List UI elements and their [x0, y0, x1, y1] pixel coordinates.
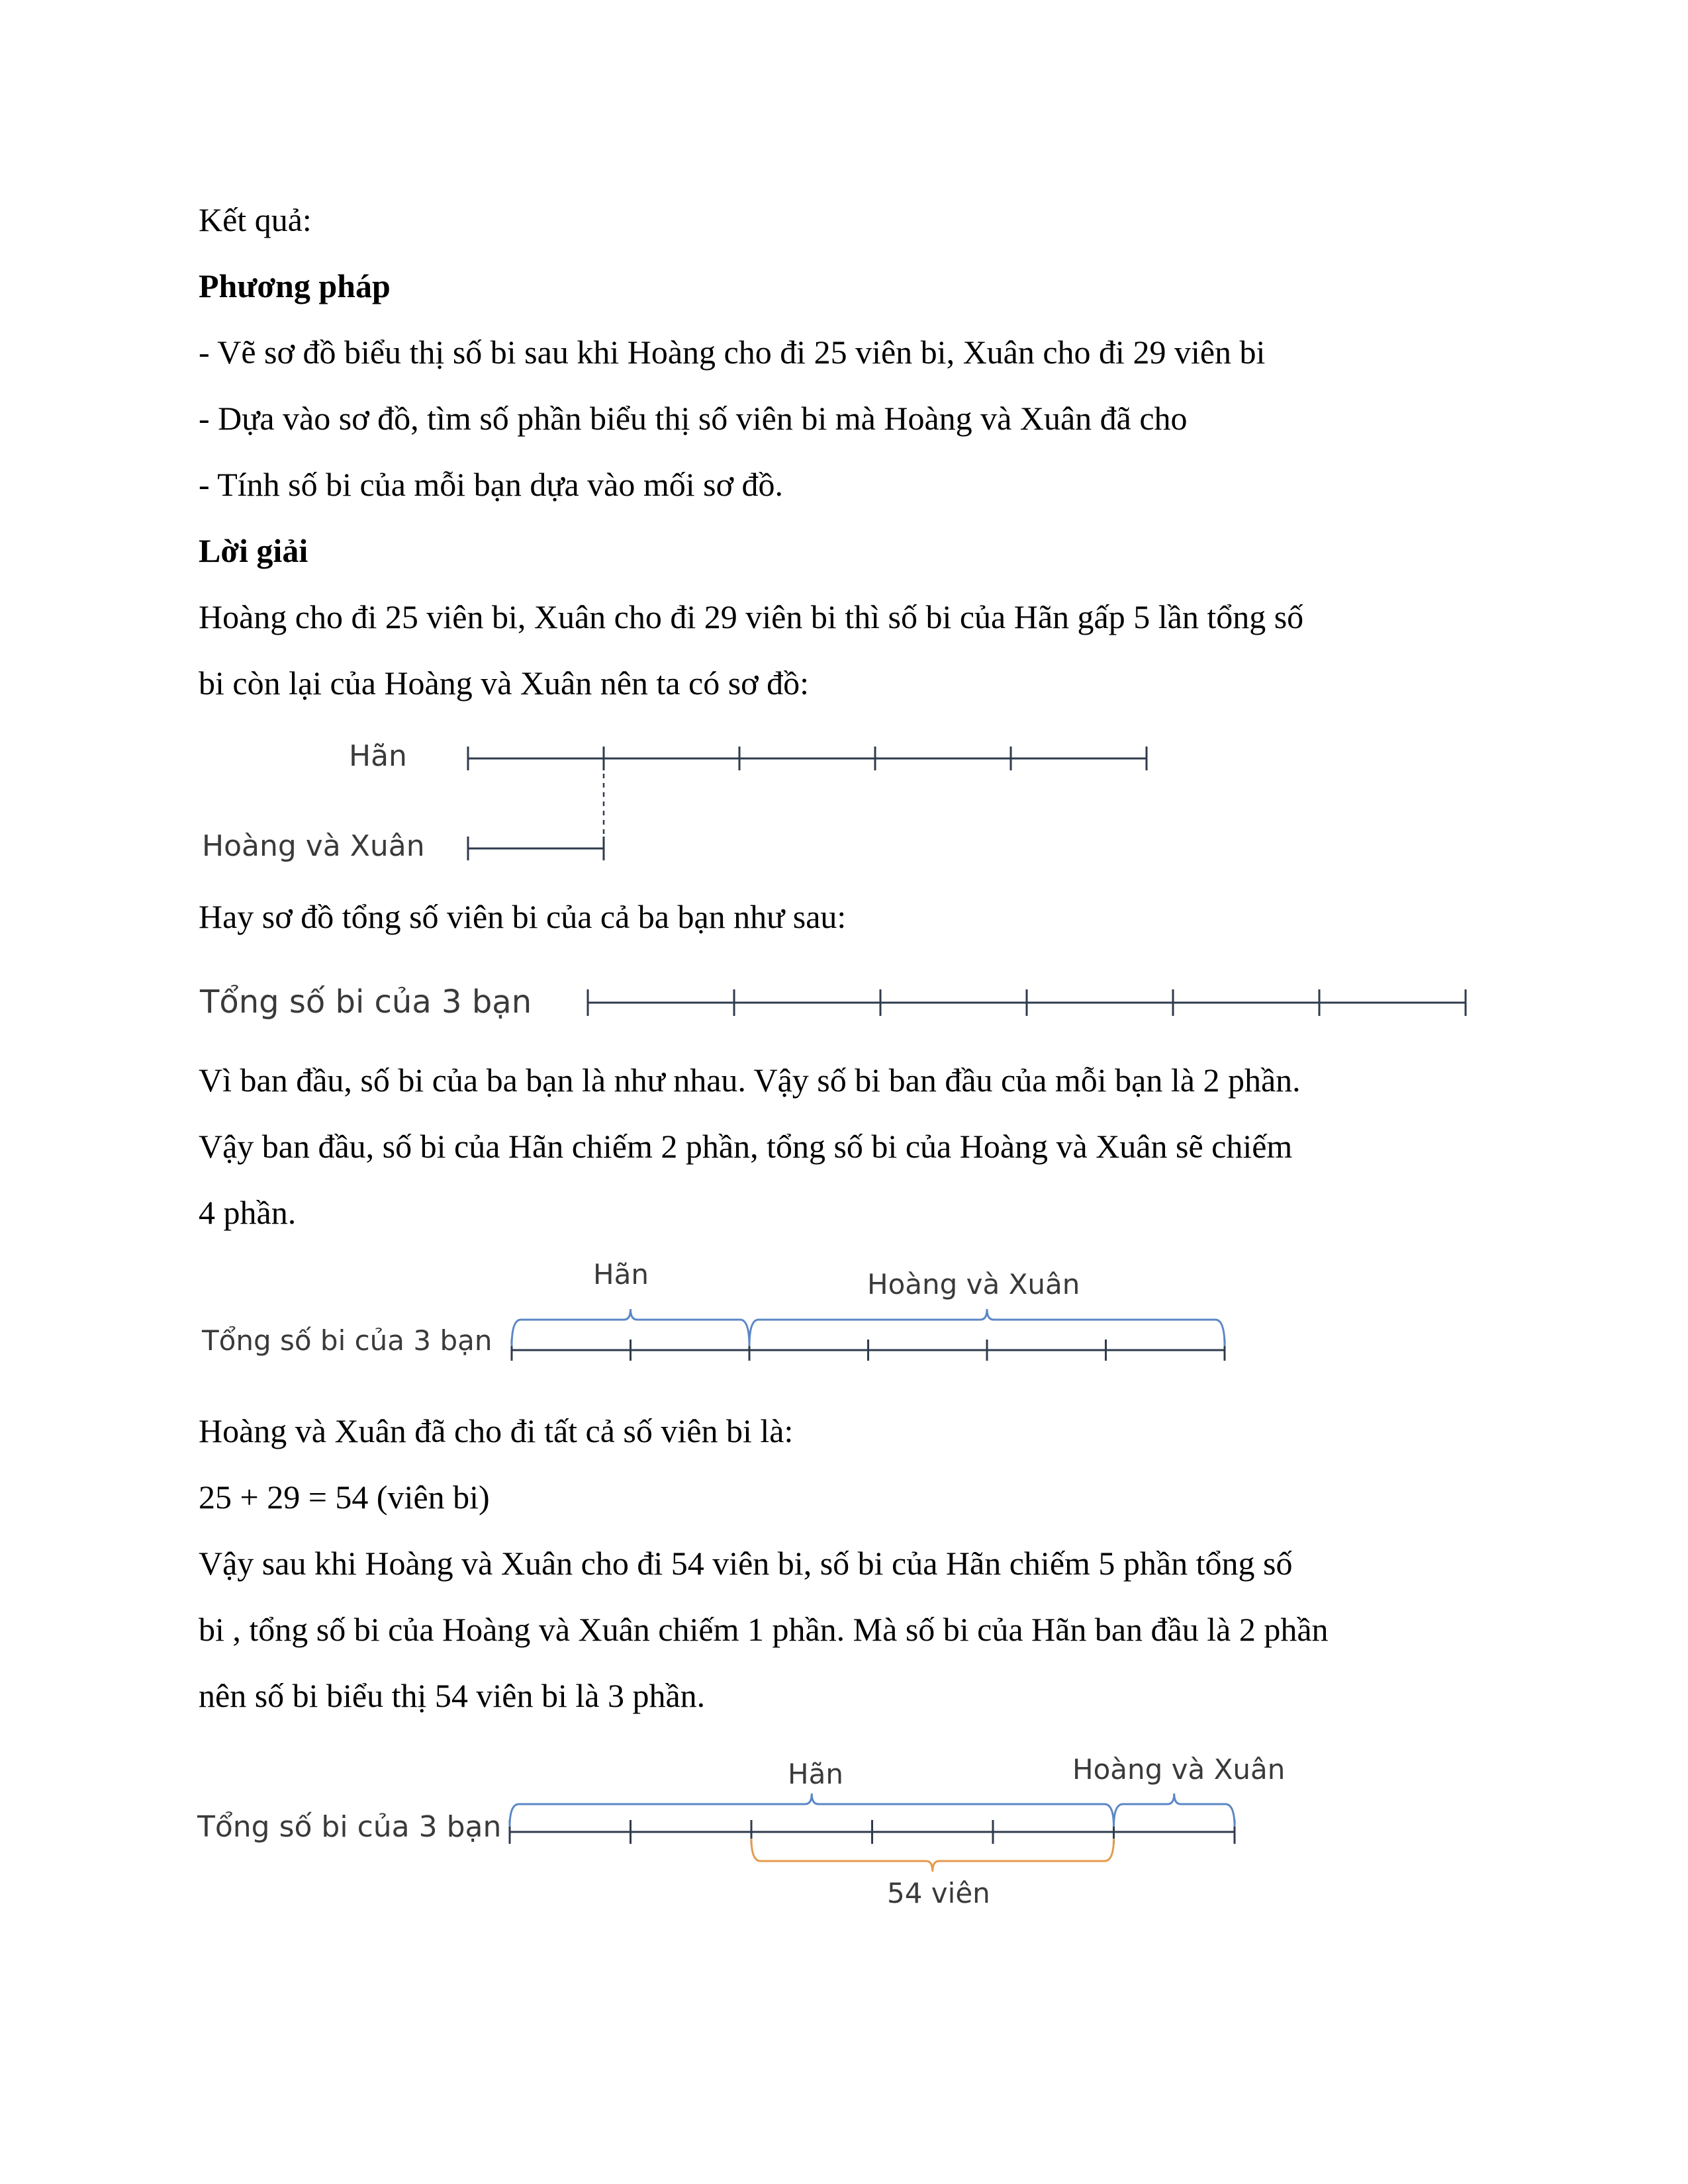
solution-line-1a: Hoàng cho đi 25 viên bi, Xuân cho đi 29 viên bi thì số bi của Hãn gấp 5 lần tổng số	[199, 598, 1304, 635]
result-label: Kết quả:	[199, 201, 312, 238]
diagram1-han-label: Hãn	[349, 739, 407, 773]
diagram4-hx-brace	[1114, 1794, 1235, 1827]
method-step-1: - Vẽ sơ đồ biểu thị số bi sau khi Hoàng cho đi 25 viên bi, Xuân cho đi 29 viên bi	[199, 334, 1266, 371]
solution-line-3a: Vì ban đầu, số bi của ba bạn là như nhau. Vậy số bi ban đầu của mỗi bạn là 2 phần.	[199, 1062, 1301, 1099]
solution-line-5: 25 + 29 = 54 (viên bi)	[199, 1479, 490, 1516]
diagram3-han-label: Hãn	[593, 1258, 649, 1291]
solution-line-3c: 4 phần.	[199, 1194, 297, 1231]
solution-line-4: Hoàng và Xuân đã cho đi tất cả số viên bi là:	[199, 1412, 794, 1449]
diagram4-given-brace	[751, 1839, 1114, 1872]
diagram4-total-label: Tổng số bi của 3 bạn	[197, 1810, 502, 1844]
diagram4-han-label: Hãn	[788, 1758, 843, 1790]
diagram2-total-label: Tổng số bi của 3 bạn	[200, 983, 532, 1021]
diagram-initial-distribution	[0, 1244, 1688, 1377]
diagram1-hx-label: Hoàng và Xuân	[202, 829, 425, 863]
diagram4-given-label: 54 viên	[887, 1877, 990, 1909]
solution-line-3b: Vậy ban đầu, số bi của Hãn chiếm 2 phần, tổng số bi của Hoàng và Xuân sẽ chiếm	[199, 1128, 1293, 1165]
solution-line-6b: bi , tổng số bi của Hoàng và Xuân chiếm 1 phần. Mà số bi của Hãn ban đầu là 2 phần	[199, 1611, 1329, 1648]
diagram3-hx-label: Hoàng và Xuân	[867, 1268, 1080, 1300]
method-step-3: - Tính số bi của mỗi bạn dựa vào mối sơ đồ.	[199, 466, 784, 503]
method-heading: Phương pháp	[199, 267, 391, 304]
diagram3-total-label: Tổng số bi của 3 bạn	[202, 1324, 492, 1357]
method-step-2: - Dựa vào sơ đồ, tìm số phần biểu thị số viên bi mà Hoàng và Xuân đã cho	[199, 400, 1188, 437]
solution-line-6c: nên số bi biểu thị 54 viên bi là 3 phần.	[199, 1677, 706, 1714]
diagram4-han-brace	[510, 1794, 1114, 1827]
solution-line-2: Hay sơ đồ tổng số viên bi của cả ba bạn như sau:	[199, 898, 847, 935]
diagram4-hx-label: Hoàng và Xuân	[1072, 1753, 1286, 1786]
diagram-total-parts	[0, 966, 1688, 1032]
solution-heading: Lời giải	[199, 532, 308, 569]
diagram-final-distribution	[0, 1741, 1688, 1926]
diagram-han-vs-hoang-xuan	[0, 721, 1688, 880]
solution-line-1b: bi còn lại của Hoàng và Xuân nên ta có sơ đồ:	[199, 664, 809, 702]
solution-line-6a: Vậy sau khi Hoàng và Xuân cho đi 54 viên bi, số bi của Hãn chiếm 5 phần tổng số	[199, 1545, 1293, 1582]
